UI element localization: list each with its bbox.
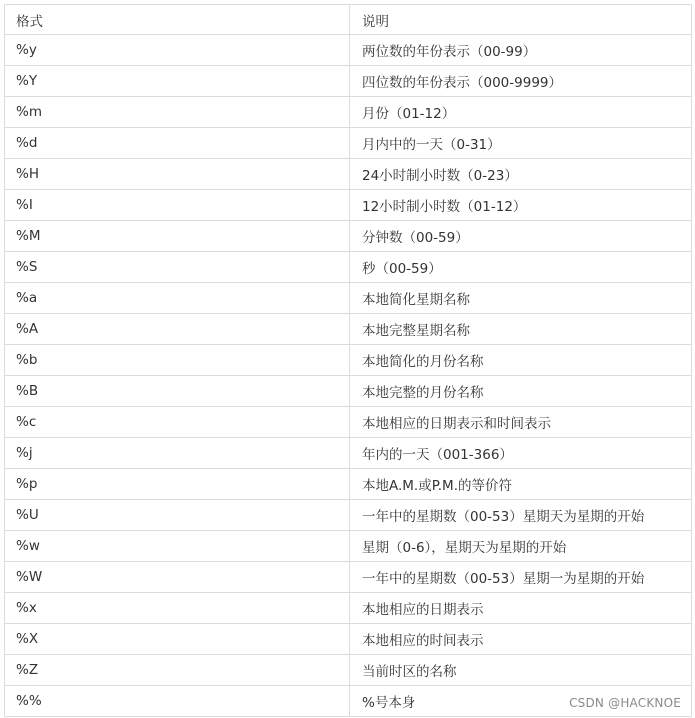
format-description: 本地相应的时间表示 <box>350 624 692 655</box>
format-code: %j <box>5 438 350 469</box>
format-code: %Z <box>5 655 350 686</box>
format-code: %M <box>5 221 350 252</box>
format-code: %X <box>5 624 350 655</box>
format-description: 星期（0-6），星期天为星期的开始 <box>350 531 692 562</box>
format-description: 12小时制小时数（01-12） <box>350 190 692 221</box>
table-row <box>5 97 692 128</box>
format-code: %U <box>5 500 350 531</box>
table-row <box>5 128 692 159</box>
format-description: 本地简化的月份名称 <box>350 345 692 376</box>
format-code: %A <box>5 314 350 345</box>
format-code: %m <box>5 97 350 128</box>
format-code: %I <box>5 190 350 221</box>
table-row <box>5 562 692 593</box>
table-row <box>5 345 692 376</box>
format-code: %y <box>5 35 350 66</box>
table-row <box>5 190 692 221</box>
format-code: %B <box>5 376 350 407</box>
header-format: 格式 <box>5 5 350 35</box>
table-row <box>5 376 692 407</box>
table-row <box>5 314 692 345</box>
format-code: %W <box>5 562 350 593</box>
format-description: 月内中的一天（0-31） <box>350 128 692 159</box>
header-description: 说明 <box>350 5 692 35</box>
format-code: %d <box>5 128 350 159</box>
table-header-row <box>5 5 692 35</box>
format-description: 本地相应的日期表示 <box>350 593 692 624</box>
format-description: 秒（00-59） <box>350 252 692 283</box>
table-row <box>5 469 692 500</box>
format-description: 本地相应的日期表示和时间表示 <box>350 407 692 438</box>
table-row <box>5 593 692 624</box>
table-row <box>5 531 692 562</box>
format-code: %c <box>5 407 350 438</box>
format-description: 年内的一天（001-366） <box>350 438 692 469</box>
watermark: CSDN @HACKNOE <box>569 696 681 710</box>
format-code: %x <box>5 593 350 624</box>
format-description: 24小时制小时数（0-23） <box>350 159 692 190</box>
format-description: 本地完整星期名称 <box>350 314 692 345</box>
format-code: %S <box>5 252 350 283</box>
table-row <box>5 438 692 469</box>
format-code: %Y <box>5 66 350 97</box>
format-table <box>4 4 692 717</box>
format-code: %b <box>5 345 350 376</box>
table-row <box>5 66 692 97</box>
format-code: %p <box>5 469 350 500</box>
table-row <box>5 283 692 314</box>
table-row <box>5 655 692 686</box>
format-code: %% <box>5 686 350 717</box>
format-code: %w <box>5 531 350 562</box>
format-description: 本地A.M.或P.M.的等价符 <box>350 469 692 500</box>
table-row <box>5 252 692 283</box>
format-description: 一年中的星期数（00-53）星期一为星期的开始 <box>350 562 692 593</box>
table-row <box>5 624 692 655</box>
format-description: 分钟数（00-59） <box>350 221 692 252</box>
format-code: %a <box>5 283 350 314</box>
table-row <box>5 221 692 252</box>
format-description: 本地简化星期名称 <box>350 283 692 314</box>
format-description: 当前时区的名称 <box>350 655 692 686</box>
format-description: 一年中的星期数（00-53）星期天为星期的开始 <box>350 500 692 531</box>
format-description: 四位数的年份表示（000-9999） <box>350 66 692 97</box>
format-description: 两位数的年份表示（00-99） <box>350 35 692 66</box>
table-row <box>5 500 692 531</box>
table-row <box>5 35 692 66</box>
table-row <box>5 407 692 438</box>
format-description: 月份（01-12） <box>350 97 692 128</box>
format-code: %H <box>5 159 350 190</box>
format-description: 本地完整的月份名称 <box>350 376 692 407</box>
table-row <box>5 159 692 190</box>
format-description: %号本身 <box>350 686 692 717</box>
